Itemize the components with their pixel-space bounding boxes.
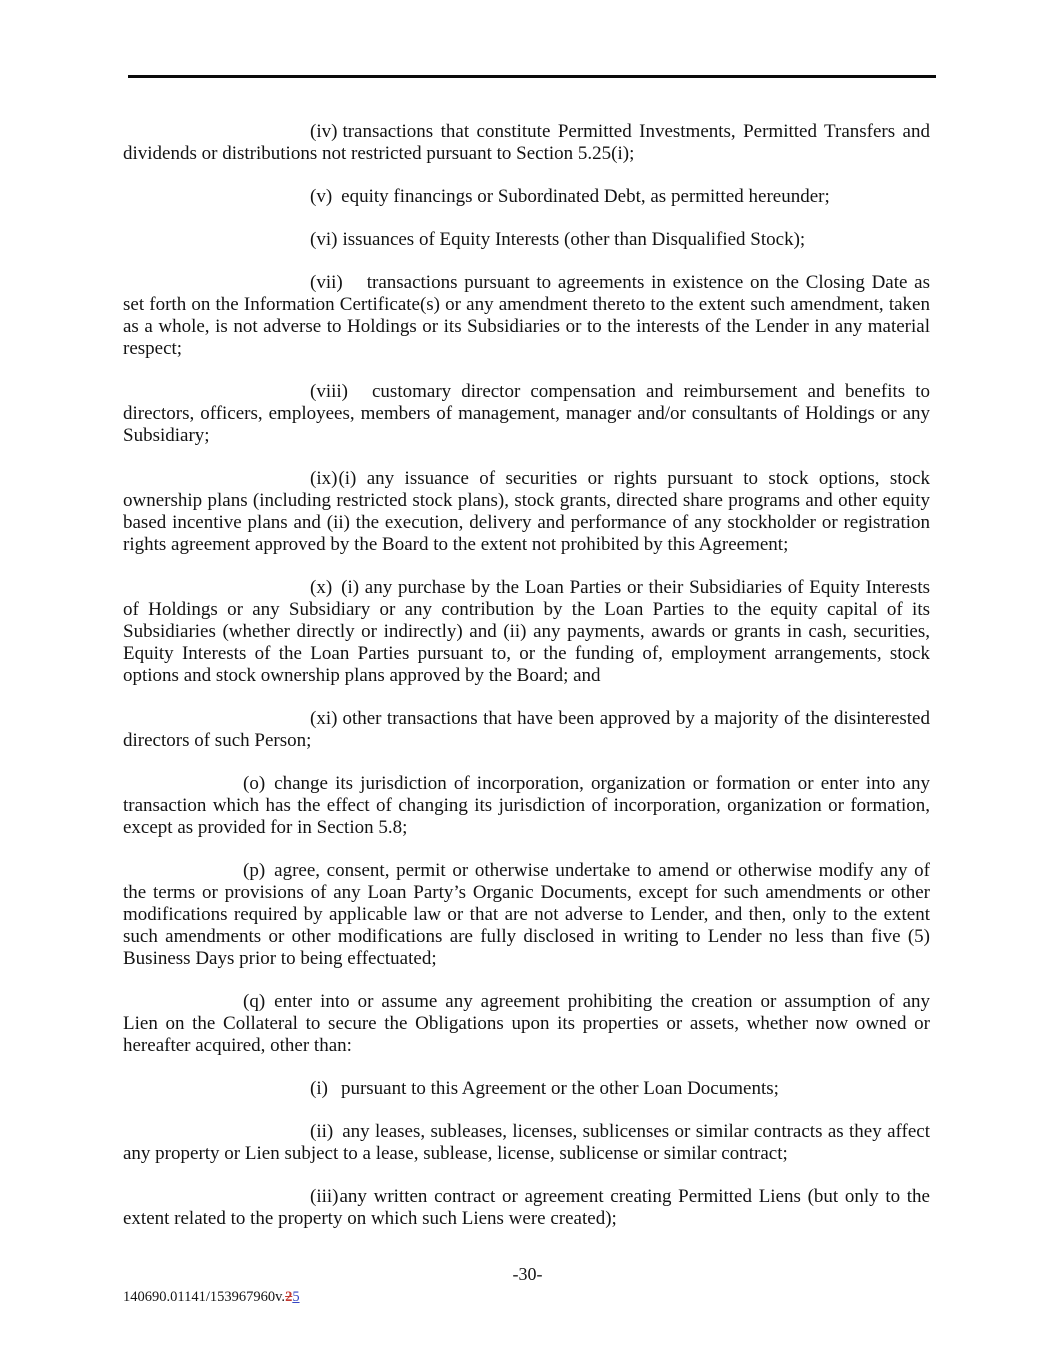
inserted-revision-number: 5 [292,1289,300,1305]
subclause-ii [123,1121,930,1165]
document-body [123,121,930,1230]
clause-text: agree, consent, permit or otherwise undertake to amend or otherwise modify any of the terms or provisions of any Loan Party’s Organic Documents, except for such amendments or other modifications required by applicable law or that are not adverse to Lender, and then, only to the extent such amendments or other modifications are fully disclosed in writing to Lender no less than five (5) Business Days prior to being effectuated; [123,860,930,969]
clause-text: other transactions that have been approved by a majority of the disinterested directors of such Person; [123,708,930,751]
clause-label: (p) [243,860,266,881]
header-rule [128,75,936,78]
clause-text: change its jurisdiction of incorporation, organization or formation or enter into any transaction which has the effect of changing its jurisdiction of incorporation, organization or formation, except as provided for in Section 5.8; [123,773,930,838]
clause-label: (x) [310,577,333,598]
clause-text: transactions pursuant to agreements in existence on the Closing Date as set forth on the Information Certificate(s) or any amendment thereto to the extent such amendment, taken as a whole, is not adverse to Holdings or its Subsidiaries or to the interests of the Lender in any material respect; [123,272,930,359]
clause-label: (iii) [310,1186,339,1207]
clause-iv [123,121,930,165]
clause-text: enter into or assume any agreement prohibiting the creation or assumption of any Lien on the Collateral to secure the Obligations upon its properties or assets, whether now owned or hereafter acquired, other than: [123,991,930,1056]
clause-text: pursuant to this Agreement or the other Loan Documents; [340,1078,779,1099]
clause-x [123,577,930,687]
clause-text: transactions that constitute Permitted Investments, Permitted Transfers and dividends or distributions not restricted pursuant to Section 5.25(i); [123,121,930,164]
clause-ix [123,468,930,556]
subclause-i [123,1078,930,1100]
clause-label: (v) [310,186,333,207]
clause-viii [123,381,930,447]
clause-label: (viii) [310,381,348,402]
clause-text: any leases, subleases, licenses, sublicenses or similar contracts as they affect any property or Lien subject to a lease, sublease, license, sublicense or similar contract; [123,1121,930,1164]
clause-label: (o) [243,773,266,794]
page-number: -30- [512,1264,543,1284]
document-id-footer [123,1288,300,1306]
clause-label: (xi) [310,708,338,729]
doc-id-text: 140690.01141/153967960v. [123,1289,286,1305]
clause-vii [123,272,930,360]
clause-label: (ii) [310,1121,334,1142]
clause-label: (ix) [310,468,338,489]
subclause-iii [123,1186,930,1230]
clause-label: (q) [243,991,266,1012]
clause-label: (vi) [310,229,338,250]
clause-label: (vii) [310,272,343,293]
clause-text: (i) any purchase by the Loan Parties or their Subsidiaries of Equity Interests of Holdings or any Subsidiary or any contribution by the Loan Parties to the equity capital of its Subsidiaries (whether directly or indirectly) and (ii) any payments, awards or grants in cash, securities, Equity Interests of the Loan Parties pursuant to, or the funding of, employment arrangements, stock options and stock ownership plans approved by the Board; and [123,577,930,686]
clause-o [123,773,930,839]
clause-xi [123,708,930,752]
clause-text: customary director compensation and reimbursement and benefits to directors, officers, employees, members of management, manager and/or consultants of Holdings or any Subsidiary; [123,381,930,446]
clause-text: any written contract or agreement creating Permitted Liens (but only to the extent related to the property on which such Liens were created); [123,1186,930,1229]
clause-vi [123,229,930,251]
clause-label: (iv) [310,121,338,142]
clause-text: (i) any issuance of securities or rights pursuant to stock options, stock ownership plans (including restricted stock plans), stock grants, directed share programs and other equity based incentive plans and (ii) the execution, delivery and performance of any stockholder or registration rights agreement approved by the Board to the extent not prohibited by this Agreement; [123,468,930,555]
deleted-revision-number: 2 [285,1289,293,1305]
clause-p [123,860,930,970]
clause-v [123,186,930,208]
clause-label: (i) [310,1078,328,1099]
clause-text: issuances of Equity Interests (other than Disqualified Stock); [342,229,806,250]
clause-q [123,991,930,1057]
clause-text: equity financings or Subordinated Debt, as permitted hereunder; [341,186,830,207]
